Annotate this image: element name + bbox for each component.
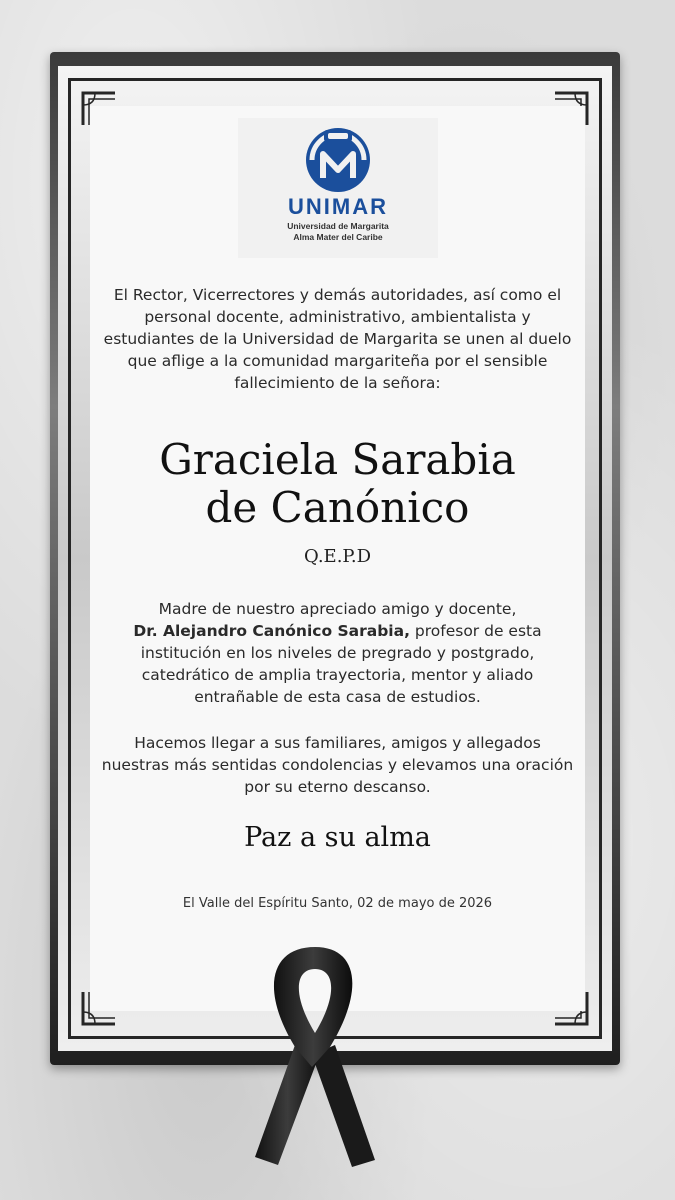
relation-paragraph — [100, 598, 575, 708]
qepd-label: Q.E.P.D — [303, 546, 372, 567]
relation-lead: Madre de nuestro apreciado amigo y docente, — [158, 600, 517, 618]
logo-subtitle: Universidad de Margarita — [287, 221, 389, 231]
intro-paragraph: El Rector, Vicerrectores y demás autoridades, así como el personal docente, administrativo, ambientalista y estudiantes de la Universidad de Margarita se unen al duelo que aflige a la comunidad margariteña por el sensible fallecimiento de la señora: — [103, 286, 572, 392]
mourning-ribbon-icon — [240, 935, 390, 1170]
logo-tagline: Alma Mater del Caribe — [293, 232, 383, 242]
university-logo — [238, 118, 438, 258]
condolence-paragraph: Hacemos llegar a sus familiares, amigos y allegados nuestras más sentidas condolencias y elevamos una oración por su eterno descanso. — [101, 734, 574, 796]
deceased-name-line-1: Graciela Sarabia — [159, 435, 516, 484]
deceased-name — [100, 436, 575, 532]
relation-person: Dr. Alejandro Canónico Sarabia, — [133, 622, 410, 640]
place-date: El Valle del Espíritu Santo, 02 de mayo de 2026 — [182, 896, 493, 911]
logo-name: UNIMAR — [288, 194, 388, 219]
closing-phrase: Paz a su alma — [244, 822, 431, 853]
relation-rest: profesor de esta institución en los niveles de pregrado y postgrado, catedrático de amplia trayectoria, mentor y aliado entrañable de esta casa de estudios. — [140, 622, 542, 706]
deceased-name-line-2: de Canónico — [205, 483, 470, 532]
unimar-logo-icon — [304, 126, 372, 194]
